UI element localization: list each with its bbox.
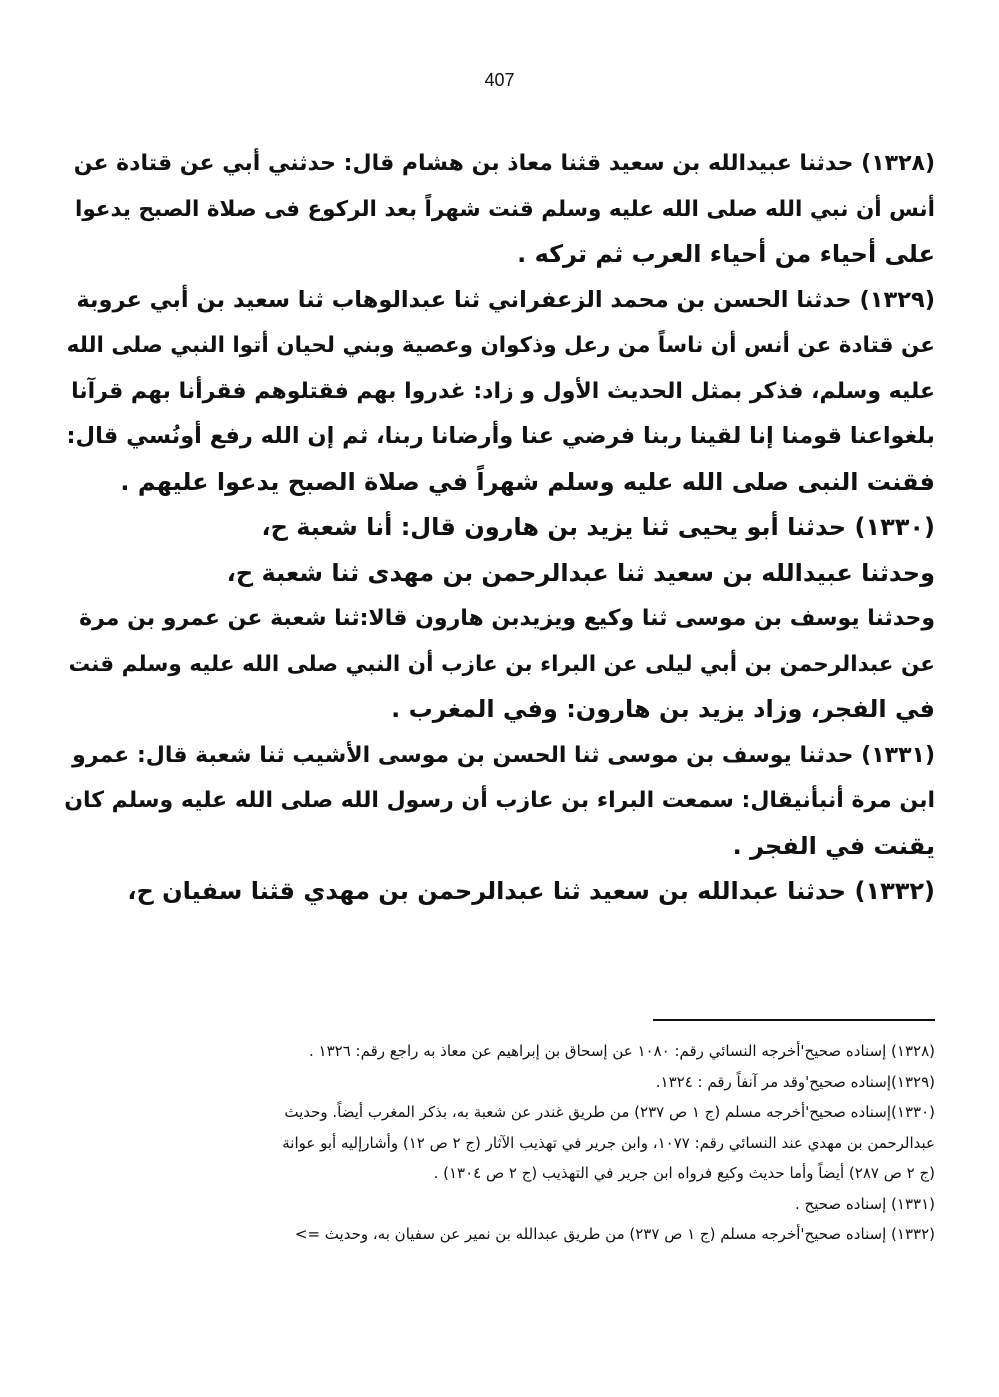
footnote-divider — [653, 1019, 935, 1021]
footnote-line: (١٣٢٨) إسناده صحيح'أخرجه النسائي رقم: ١٠٨٠ عن إسحاق بن إبراهيم عن معاذ به راجع رقم: ١٣٢٦ . — [308, 1042, 935, 1060]
text-line: بلغواعنا قومنا إنا لقينا ربنا فرضي عنا وأرضانا ربنا، ثم إن الله رفع أونُسي قال: — [66, 423, 935, 449]
text-line: (١٣٢٨) حدثنا عبيدالله بن سعيد قثنا معاذ بن هشام قال: حدثني أبي عن قتادة عن — [73, 151, 935, 176]
text-line: يقنت في الفجر . — [732, 831, 935, 860]
text-line: على أحياء من أحياء العرب ثم تركه . — [517, 240, 935, 268]
text-line: فقنت النبى صلى الله عليه وسلم شهراً في صلاة الصبح يدعوا عليهم . — [120, 467, 935, 496]
page-number: 407 — [484, 70, 515, 90]
text-line: (١٣٢٩) حدثنا الحسن بن محمد الزعفراني ثنا عبدالوهاب ثنا سعيد بن أبي عروبة — [76, 286, 935, 313]
text-line: (١٣٣٠) حدثنا أبو يحيى ثنا يزيد بن هارون قال: أنا شعبة ح، — [261, 513, 935, 541]
footnote-line: عبدالرحمن بن مهدي عند النسائي رقم: ١٠٧٧، وابن جرير في تهذيب الآثار (ج ٢ ص ١٢) وأشارإليه أبو عوانة — [282, 1133, 935, 1152]
text-line: عليه وسلم، فذكر بمثل الحديث الأول و زاد: غدروا بهم فقتلوهم فقرأنا بهم قرآنا — [71, 378, 935, 404]
footnote-line: (١٣٣٠)إسناده صحيح'أخرجه مسلم (ج ١ ص ٢٣٧) من طريق غندر عن شعبة به، بذكر المغرب أيضاً. وحديث — [284, 1103, 935, 1121]
footnote-line: (١٣٣١) إسناده صحيح . — [794, 1194, 935, 1213]
main-text — [63, 141, 935, 915]
footnotes — [63, 1036, 935, 1250]
text-line: وحدثنا عبيدالله بن سعيد ثنا عبدالرحمن بن مهدى ثنا شعبة ح، — [226, 558, 935, 587]
text-line: عن عبدالرحمن بن أبي ليلى عن البراء بن عازب أن النبي صلى الله عليه وسلم قنت — [68, 651, 935, 677]
text-line: عن قتادة عن أنس أن ناساً من رعل وذكوان وعصية وبني لحيان أتوا النبي صلى الله — [66, 333, 935, 358]
text-line: (١٣٣١) حدثنا يوسف بن موسى ثنا الحسن بن موسى الأشيب ثنا شعبة قال: عمرو — [72, 742, 935, 768]
footnote-line: (١٣٢٩)إسناده صحيح'وقد مر آنفاً رقم : ١٣٢٤. — [655, 1072, 935, 1091]
footnote-line: (ج ٢ ص ٢٨٧) أيضاً وأما حديث وكيع فرواه ابن جرير في التهذيب (ج ٢ ص ١٣٠٤) . — [433, 1164, 935, 1182]
text-line: وحدثنا يوسف بن موسى ثنا وكيع ويزيدبن هارون قالا:ثنا شعبة عن عمرو بن مرة — [79, 606, 935, 631]
footnote-line: (١٣٣٢) إسناده صحيح'أخرجه مسلم (ج ١ ص ٢٣٧) من طريق عبدالله بن نمير عن سفيان به، وحديث => — [294, 1225, 935, 1243]
text-line: في الفجر، وزاد يزيد بن هارون: وفي المغرب . — [391, 695, 935, 723]
text-line: ابن مرة أنبأنيقال: سمعت البراء بن عازب أن رسول الله صلى الله عليه وسلم كان — [64, 788, 935, 813]
text-line: أنس أن نبي الله صلى الله عليه وسلم قنت شهراً بعد الركوع فى صلاة الصبح يدعوا — [74, 196, 935, 222]
text-line: (١٣٣٢) حدثنا عبدالله بن سعيد ثنا عبدالرحمن بن مهدي قثنا سفيان ح، — [127, 877, 935, 905]
